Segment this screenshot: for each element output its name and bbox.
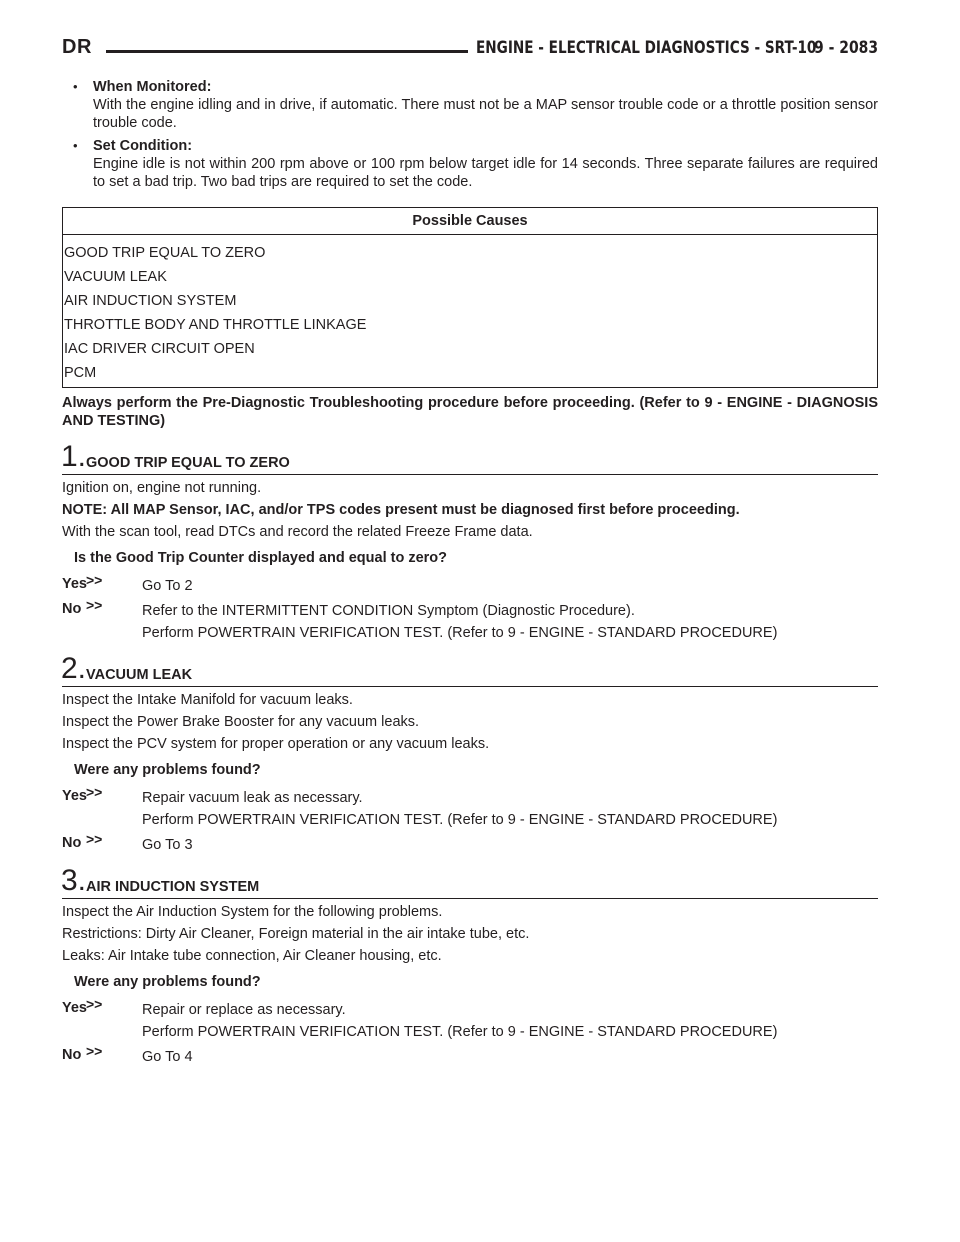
answer-label: Yes [62, 1000, 87, 1016]
pre-diagnostic-note: Always perform the Pre-Diagnostic Troubleshooting procedure before proceeding. (Refer to 9 - ENGINE - DIAGNOSIS AND TESTING) [62, 395, 878, 429]
step-question: Were any problems found? [74, 762, 261, 778]
cause-item: IAC DRIVER CIRCUIT OPEN [64, 341, 255, 357]
step-heading [61, 864, 878, 899]
bullet-icon: • [73, 138, 78, 153]
step-number: 2. [61, 652, 87, 685]
answer-subtext: Perform POWERTRAIN VERIFICATION TEST. (Refer to 9 - ENGINE - STANDARD PROCEDURE) [142, 1024, 778, 1040]
cause-item: AIR INDUCTION SYSTEM [64, 293, 237, 309]
header-rule [106, 50, 468, 53]
step-question: Is the Good Trip Counter displayed and equal to zero? [74, 550, 448, 566]
step-line: Ignition on, engine not running. [62, 480, 262, 496]
step-line: Inspect the PCV system for proper operation or any vacuum leaks. [62, 736, 490, 752]
answer-text: Go To 3 [142, 837, 193, 853]
answer-yes [62, 996, 878, 1019]
page-content [62, 78, 878, 1066]
step-line: With the scan tool, read DTCs and record the related Freeze Frame data. [62, 524, 533, 540]
step-3 [61, 864, 878, 1066]
bullet-label: When Monitored: [93, 79, 212, 95]
step-1 [61, 440, 878, 642]
step-line: Inspect the Air Induction System for the following problems. [62, 904, 443, 920]
step-number: 1. [61, 440, 87, 473]
possible-causes-list [63, 235, 877, 387]
header-section-code: DR [62, 36, 92, 58]
answer-no [62, 597, 878, 620]
cause-item: THROTTLE BODY AND THROTTLE LINKAGE [64, 317, 367, 333]
possible-causes-table [62, 207, 878, 388]
arrow-icon: >> [86, 1043, 103, 1059]
cause-item: PCM [64, 365, 97, 381]
step-2 [61, 652, 878, 854]
answer-subtext: Perform POWERTRAIN VERIFICATION TEST. (Refer to 9 - ENGINE - STANDARD PROCEDURE) [142, 625, 778, 641]
answer-text: Go To 2 [142, 578, 193, 594]
answer-yes [62, 572, 878, 595]
bullet-text: With the engine idling and in drive, if automatic. There must not be a MAP sensor trouble code or a throttle position sensor trouble code. [93, 97, 878, 131]
arrow-icon: >> [86, 572, 103, 588]
answer-text: Repair or replace as necessary. [142, 1002, 346, 1018]
arrow-icon: >> [86, 597, 103, 613]
step-heading [61, 652, 878, 687]
bullet-icon: • [73, 79, 78, 94]
cause-item: GOOD TRIP EQUAL TO ZERO [64, 245, 266, 261]
answer-no [62, 831, 878, 854]
answer-yes [62, 784, 878, 807]
answer-text: Repair vacuum leak as necessary. [142, 790, 363, 806]
answer-no [62, 1043, 878, 1066]
bullet-set-condition [62, 137, 878, 191]
header-page-number: 9 - 2083 [814, 38, 878, 58]
bullet-label: Set Condition: [93, 138, 193, 154]
step-line: Inspect the Intake Manifold for vacuum leaks. [62, 692, 353, 708]
step-title: AIR INDUCTION SYSTEM [86, 879, 260, 895]
answer-text: Go To 4 [142, 1049, 193, 1065]
step-line: Inspect the Power Brake Booster for any vacuum leaks. [62, 714, 420, 730]
answer-label: Yes [62, 788, 87, 804]
answer-text: Refer to the INTERMITTENT CONDITION Symptom (Diagnostic Procedure). [142, 603, 635, 619]
step-heading [61, 440, 878, 475]
step-line: Restrictions: Dirty Air Cleaner, Foreign material in the air intake tube, etc. [62, 926, 530, 942]
bullet-when-monitored [62, 78, 878, 132]
answer-label: Yes [62, 576, 87, 592]
possible-causes-heading: Possible Causes [63, 208, 877, 235]
cause-item: VACUUM LEAK [64, 269, 167, 285]
arrow-icon: >> [86, 831, 103, 847]
step-question: Were any problems found? [74, 974, 261, 990]
step-title: GOOD TRIP EQUAL TO ZERO [86, 455, 290, 471]
page-header [62, 36, 878, 64]
step-line: Leaks: Air Intake tube connection, Air Cleaner housing, etc. [62, 948, 442, 964]
arrow-icon: >> [86, 996, 103, 1012]
answer-label: No [62, 1047, 82, 1063]
bullet-text: Engine idle is not within 200 rpm above or 100 rpm below target idle for 14 seconds. Three separate failures are required to set a bad trip. Two bad trips are required to set the code. [93, 156, 878, 190]
step-note: NOTE: All MAP Sensor, IAC, and/or TPS codes present must be diagnosed first before proceeding. [62, 502, 740, 518]
answer-label: No [62, 835, 82, 851]
answer-label: No [62, 601, 82, 617]
answer-subtext: Perform POWERTRAIN VERIFICATION TEST. (Refer to 9 - ENGINE - STANDARD PROCEDURE) [142, 812, 778, 828]
step-number: 3. [61, 864, 87, 897]
arrow-icon: >> [86, 784, 103, 800]
header-title: ENGINE - ELECTRICAL DIAGNOSTICS - SRT-10 [476, 38, 817, 58]
step-title: VACUUM LEAK [86, 667, 193, 683]
